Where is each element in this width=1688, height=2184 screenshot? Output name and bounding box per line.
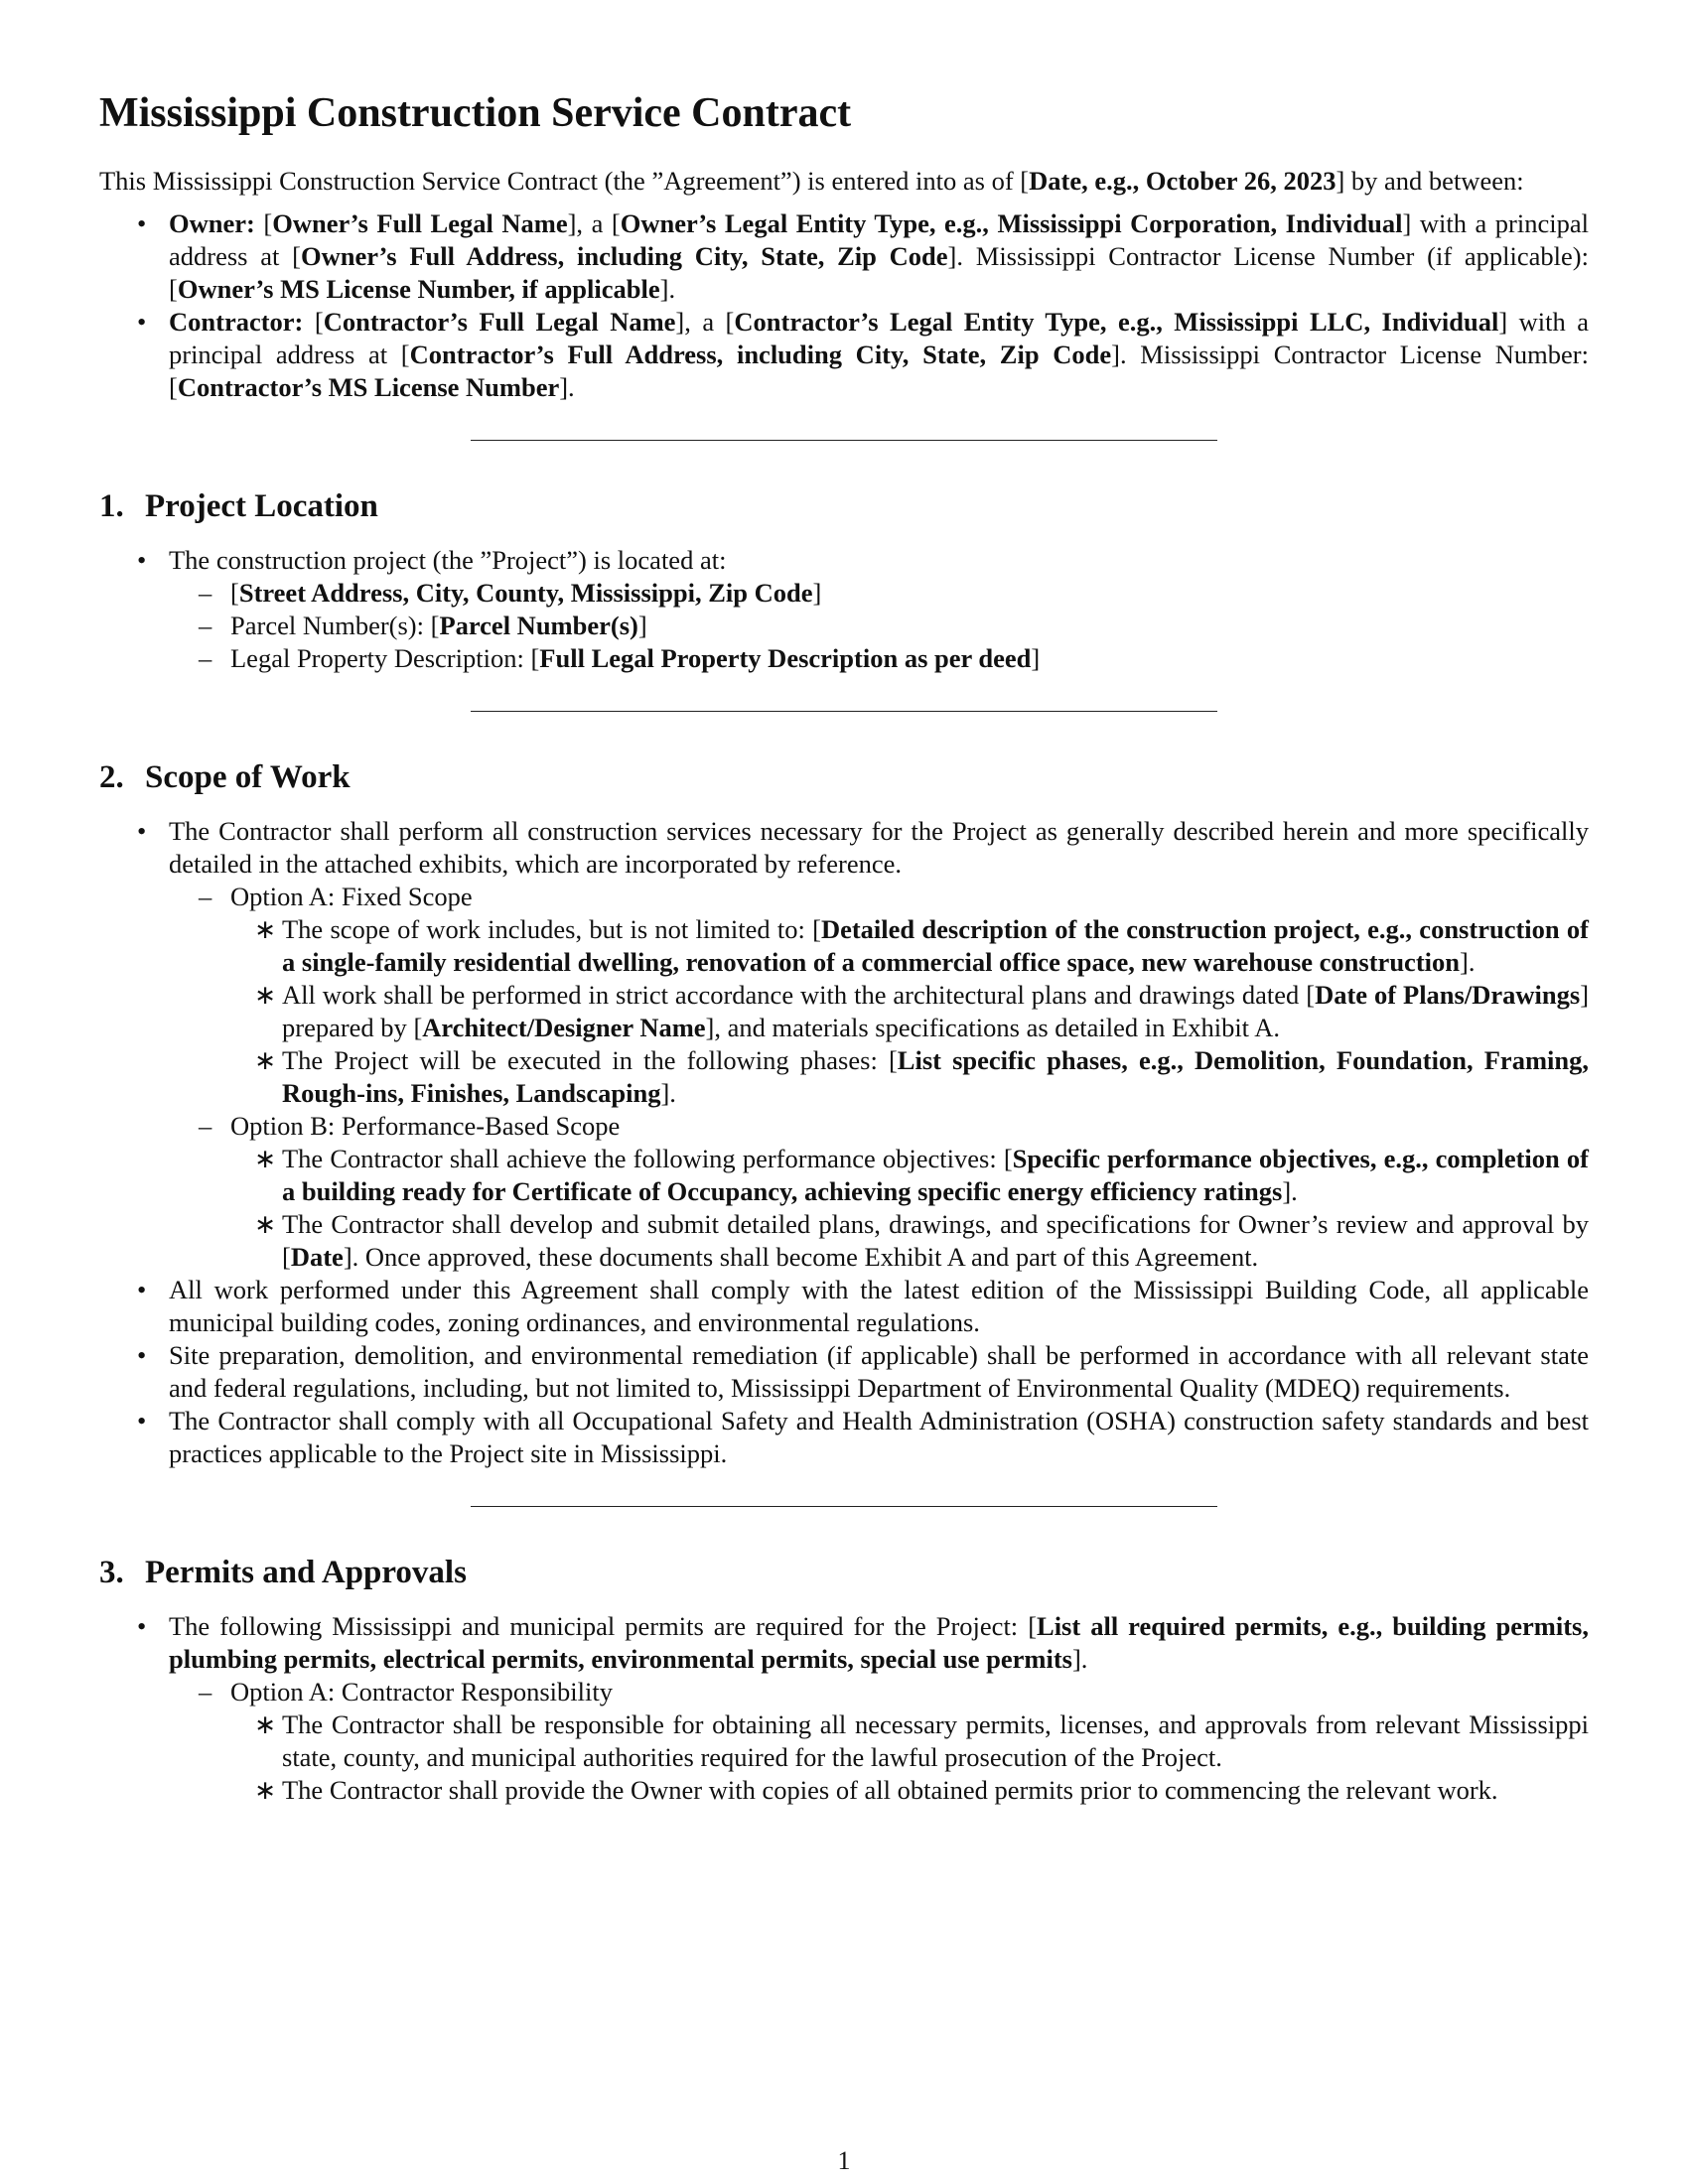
list-item: ∗ All work shall be performed in strict accordance with the architectural plans and drawings dated [Date of Plans/Drawings] prepared by [Architect/Designer Name], and materials specifications as detailed in Exhibit A. (230, 979, 1589, 1044)
list-item: • The construction project (the ”Project”) is located at: – [Street Address, City, County, Mississippi, Zip Code] – Parcel Number(s): [Parcel Number(s)] – Legal Property Description: [Full Legal Property Description as per deed] (99, 544, 1589, 675)
contractor-party: • Contractor: [Contractor’s Full Legal Name], a [Contractor’s Legal Entity Type, e.g., Mississippi LLC, Individual] with a principal address at [Contractor’s Full Address, including City, State, Zip Code]. Mississippi Contractor License Number: [Contractor’s MS License Number]. (99, 306, 1589, 404)
document-title: Mississippi Construction Service Contract (99, 90, 852, 136)
parties-list (99, 207, 1589, 404)
list-item: ∗ The Contractor shall provide the Owner with copies of all obtained permits prior to commencing the relevant work. (230, 1774, 1589, 1807)
list-item: • All work performed under this Agreement shall comply with the latest edition of the Mississippi Building Code, all applicable municipal building codes, zoning ordinances, and environmental regulations. (99, 1274, 1589, 1339)
list-item: ∗ The Project will be executed in the following phases: [List specific phases, e.g., Demolition, Foundation, Framing, Rough-ins, Finishes, Landscaping]. (230, 1044, 1589, 1110)
section-heading-project-location: 1. Project Location (99, 488, 378, 524)
document-page (99, 87, 1589, 1807)
project-location-list (99, 544, 1589, 675)
date-placeholder: Date, e.g., October 26, 2023 (1029, 166, 1336, 196)
list-item: • The Contractor shall comply with all Occupational Safety and Health Administration (OSHA) construction safety standards and best practices applicable to the Project site in Mississippi. (99, 1405, 1589, 1470)
permits-list (99, 1610, 1589, 1807)
list-item: ∗ The Contractor shall develop and submit detailed plans, drawings, and specifications for Owner’s review and approval by [Date]. Once approved, these documents shall become Exhibit A and part of this Agreement. (230, 1208, 1589, 1274)
list-item: ∗ The Contractor shall achieve the following performance objectives: [Specific performance objectives, e.g., completion of a building ready for Certificate of Occupancy, achieving specific energy efficiency ratings]. (230, 1143, 1589, 1208)
list-item: • The Contractor shall perform all construction services necessary for the Project as generally described herein and more specifically detailed in the attached exhibits, which are incorporated by reference. – Option A: Fixed Scope ∗ The scope of work includes, but is not limited to: [Detailed description of the construction project, e.g., construction of a single-family residential dwelling, renovation of a commercial office space, new warehouse construction]. ∗ All work shall be performed in strict accordance with the architectural plans and drawings dated [Date of Plans/Drawings] prepared by [Architect/Designer Name], and materials specifications as detailed in Exhibit A. ∗ The Project will be executed in the following phases: [List specific phases, e.g., Demolition, Foundation, Framing, Rough-ins, Finishes, Landscaping]. – Option B: Performance-Based Scope ∗ The Contractor shall achieve the following performance objectives: [Specific performance objectives, e.g., completion of a building ready for Certificate of Occupancy, achieving specific energy efficiency ratings]. ∗ The Contractor shall develop and submit detailed plans, drawings, and specifications for Owner’s review and approval by [Date]. Once approved, these documents shall become Exhibit A and part of this Agreement. (99, 815, 1589, 1274)
list-item: • Site preparation, demolition, and environmental remediation (if applicable) shall be performed in accordance with all relevant state and federal regulations, including, but not limited to, Mississippi Department of Environmental Quality (MDEQ) requirements. (99, 1339, 1589, 1405)
option-a-contractor-responsibility: – Option A: Contractor Responsibility ∗ The Contractor shall be responsible for obtaining all necessary permits, licenses, and approvals from relevant Mississippi state, county, and municipal authorities required for the lawful prosecution of the Project. ∗ The Contractor shall provide the Owner with copies of all obtained permits prior to commencing the relevant work. (169, 1676, 1589, 1807)
list-item: • The following Mississippi and municipal permits are required for the Project: [List all required permits, e.g., building permits, plumbing permits, electrical permits, environmental permits, special use permits]. – Option A: Contractor Responsibility ∗ The Contractor shall be responsible for obtaining all necessary permits, licenses, and approvals from relevant Mississippi state, county, and municipal authorities required for the lawful prosecution of the Project. ∗ The Contractor shall provide the Owner with copies of all obtained permits prior to commencing the relevant work. (99, 1610, 1589, 1807)
scope-of-work-list (99, 815, 1589, 1470)
section-divider (471, 711, 1217, 712)
list-item: ∗ The scope of work includes, but is not limited to: [Detailed description of the construction project, e.g., construction of a single-family residential dwelling, renovation of a commercial office space, new warehouse construction]. (230, 913, 1589, 979)
section-heading-scope-of-work: 2. Scope of Work (99, 759, 351, 795)
section-divider (471, 1506, 1217, 1507)
list-item: – [Street Address, City, County, Mississippi, Zip Code] (169, 577, 1589, 610)
option-b-performance-scope: – Option B: Performance-Based Scope ∗ The Contractor shall achieve the following performance objectives: [Specific performance objectives, e.g., completion of a building ready for Certificate of Occupancy, achieving specific energy efficiency ratings]. ∗ The Contractor shall develop and submit detailed plans, drawings, and specifications for Owner’s review and approval by [Date]. Once approved, these documents shall become Exhibit A and part of this Agreement. (169, 1110, 1589, 1274)
section-heading-permits: 3. Permits and Approvals (99, 1555, 467, 1590)
section-divider (471, 440, 1217, 441)
list-item: – Parcel Number(s): [Parcel Number(s)] (169, 610, 1589, 642)
owner-party: • Owner: [Owner’s Full Legal Name], a [Owner’s Legal Entity Type, e.g., Mississippi Corporation, Individual] with a principal address at [Owner’s Full Address, including City, State, Zip Code]. Mississippi Contractor License Number (if applicable): [Owner’s MS License Number, if applicable]. (99, 207, 1589, 306)
page-number: 1 (837, 2146, 851, 2175)
intro-paragraph: This Mississippi Construction Service Contract (the ”Agreement”) is entered into as of [Date, e.g., October 26, 2023] by and between: (99, 166, 1524, 196)
list-item: ∗ The Contractor shall be responsible for obtaining all necessary permits, licenses, and approvals from relevant Mississippi state, county, and municipal authorities required for the lawful prosecution of the Project. (230, 1708, 1589, 1774)
option-a-fixed-scope: – Option A: Fixed Scope ∗ The scope of work includes, but is not limited to: [Detailed description of the construction project, e.g., construction of a single-family residential dwelling, renovation of a commercial office space, new warehouse construction]. ∗ All work shall be performed in strict accordance with the architectural plans and drawings dated [Date of Plans/Drawings] prepared by [Architect/Designer Name], and materials specifications as detailed in Exhibit A. ∗ The Project will be executed in the following phases: [List specific phases, e.g., Demolition, Foundation, Framing, Rough-ins, Finishes, Landscaping]. (169, 881, 1589, 1110)
list-item: – Legal Property Description: [Full Legal Property Description as per deed] (169, 642, 1589, 675)
